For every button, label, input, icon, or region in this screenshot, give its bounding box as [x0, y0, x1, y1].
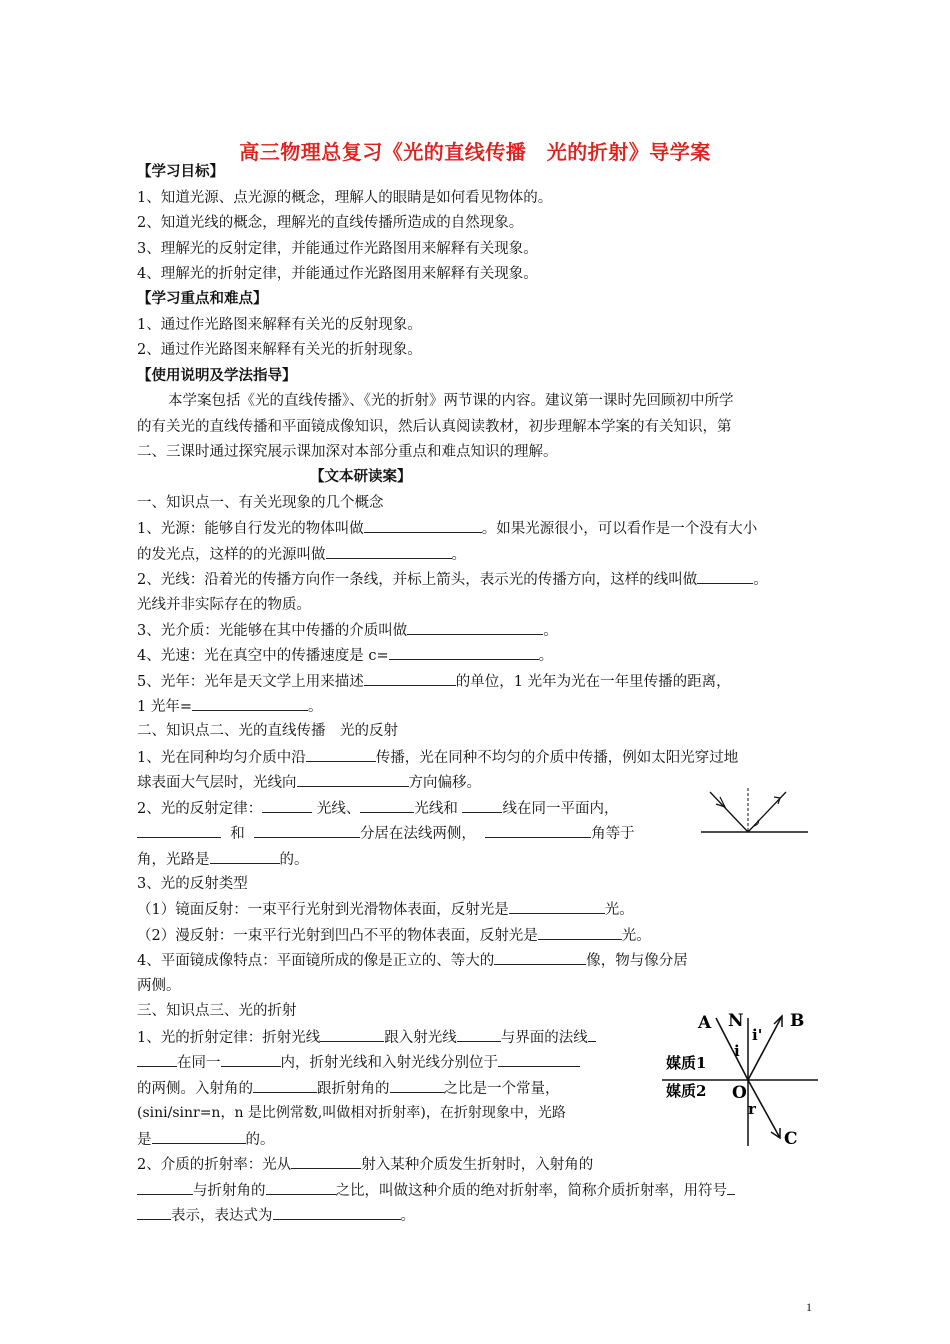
- kp2-item-2-cont: 和 分居在法线两侧， 角等于: [137, 824, 635, 843]
- kp3-item-1-cont4: 是 的。: [137, 1132, 275, 1148]
- kp3-heading: 三、知识点三、光的折射: [137, 1003, 297, 1019]
- kp1-item-4: 4、光速：光在真空中的传播速度是 c= 。: [137, 648, 554, 664]
- kp3-item-1: 1、光的折射定律：折射光线 跟入射光线 与界面的法线: [137, 1028, 596, 1047]
- blank: [364, 672, 456, 686]
- blank: [494, 951, 586, 965]
- blank: [137, 1181, 193, 1195]
- label-O: O: [732, 1083, 747, 1103]
- blank: [297, 773, 409, 787]
- heading-text-study: 【文本研读案】: [310, 468, 412, 485]
- blank: [390, 1079, 444, 1093]
- label-B: B: [790, 1011, 805, 1031]
- goal-3: 3、理解光的反射定律，并能通过作光路图用来解释有关现象。: [137, 241, 538, 257]
- blank: [360, 799, 414, 813]
- blank: [462, 799, 502, 813]
- blank: [498, 1053, 580, 1067]
- heading-learning-goals: 【学习目标】: [137, 163, 224, 180]
- kp1-heading: 一、知识点一、有关光现象的几个概念: [137, 495, 384, 511]
- blank: [538, 926, 622, 940]
- kp3-item-1-cont: 在同一 内，折射光线和入射光线分别位于: [137, 1053, 580, 1072]
- blank: [152, 1130, 246, 1144]
- kp3-item-2: 2、介质的折射率：光从 射入某种介质发生折射时，入射角的: [137, 1157, 594, 1173]
- blank: [389, 646, 539, 660]
- kp2-item-4: 4、平面镜成像特点：平面镜所成的像是正立的、等大的 像，物与像分居: [137, 953, 688, 969]
- kp2-item-3: 3、光的反射类型: [137, 876, 248, 892]
- heading-key-points: 【学习重点和难点】: [137, 290, 268, 307]
- label-N: N: [728, 1011, 744, 1031]
- blank: [254, 824, 360, 838]
- label-C: C: [784, 1129, 798, 1149]
- blank: [253, 1079, 317, 1093]
- kp2-item-4-cont: 两侧。: [137, 978, 181, 994]
- reflection-diagram: [698, 782, 812, 838]
- kp2-item-1-cont: 球表面大气层时，光线向 方向偏移。: [137, 775, 481, 791]
- kp1-item-1: 1、光源：能够自行发光的物体叫做 。如果光源很小，可以看作是一个没有大小: [137, 521, 758, 537]
- kp3-item-2-end: 表示，表达式为 。: [137, 1206, 415, 1225]
- blank: [485, 824, 591, 838]
- blank: [727, 1181, 735, 1195]
- kp1-item-3: 3、光介质：光能够在其中传播的介质叫做 。: [137, 623, 558, 639]
- label-i-prime: i': [752, 1026, 763, 1044]
- blank: [192, 697, 308, 711]
- blank: [320, 1028, 384, 1042]
- kp2-item-2-end: 角，光路是 的。: [137, 852, 309, 868]
- reflected-arrow: [774, 1016, 782, 1027]
- kp1-item-2-cont: 光线并非实际存在的物质。: [137, 597, 311, 613]
- blank: [364, 519, 482, 533]
- kp2-item-3-1: （1）镜面反射：一束平行光射到光滑物体表面，反射光是 光。: [137, 902, 634, 918]
- label-medium-1: 媒质1: [666, 1054, 707, 1072]
- kp1-item-5-cont: 1 光年= 。: [137, 699, 323, 715]
- incident-ray: [710, 792, 748, 832]
- blank: [273, 1206, 401, 1220]
- blank: [266, 1181, 336, 1195]
- blank: [221, 1053, 281, 1067]
- kp1-item-1-cont: 的发光点，这样的的光源叫做 。: [137, 547, 466, 563]
- page-number: 1: [806, 1300, 812, 1314]
- incident-arrow: [716, 797, 725, 807]
- blank: [262, 799, 312, 813]
- kp2-item-3-2: （2）漫反射：一束平行光射到凹凸不平的物体表面，反射光是 光。: [137, 928, 651, 944]
- heading-usage-guide: 【使用说明及学法指导】: [137, 367, 297, 384]
- label-A: A: [698, 1013, 712, 1033]
- blank: [137, 1206, 171, 1220]
- label-r: r: [748, 1100, 756, 1118]
- blank: [509, 900, 605, 914]
- kp3-item-2-cont: 与折射角的 之比，叫做这种介质的绝对折射率，简称介质折射率，用符号: [137, 1181, 735, 1200]
- goal-2: 2、知道光线的概念，理解光的直线传播所造成的自然现象。: [137, 215, 524, 231]
- blank: [306, 748, 376, 762]
- blank: [291, 1155, 361, 1169]
- page-title: 高三物理总复习《光的直线传播 光的折射》导学案: [239, 140, 711, 164]
- blank: [457, 1028, 501, 1042]
- blank: [326, 545, 452, 559]
- goal-4: 4、理解光的折射定律，并能通过作光路图用来解释有关现象。: [137, 266, 538, 282]
- refraction-diagram: [660, 1004, 820, 1152]
- kp3-item-1-cont2: 的两侧。入射角的 跟折射角的 之比是一个常量，: [137, 1081, 560, 1097]
- blank: [407, 621, 543, 635]
- guide-line-2: 的有关光的直线传播和平面镜成像知识，然后认真阅读教材，初步理解本学案的有关知识，第: [137, 419, 732, 435]
- label-medium-2: 媒质2: [666, 1082, 707, 1100]
- label-i: i: [734, 1042, 740, 1060]
- key-point-1: 1、通过作光路图来解释有关光的反射现象。: [137, 317, 422, 333]
- blank: [137, 1053, 177, 1067]
- kp1-item-5: 5、光年：光年是天文学上用来描述 的单位，1 光年为光在一年里传播的距离，: [137, 674, 731, 690]
- kp1-item-2: 2、光线：沿着光的传播方向作一条线，并标上箭头，表示光的传播方向，这样的线叫做 。: [137, 572, 768, 588]
- blank: [588, 1028, 596, 1042]
- goal-1: 1、知道光源、点光源的概念，理解人的眼睛是如何看见物体的。: [137, 190, 553, 206]
- kp3-item-1-cont3: (sini/sinr=n，n 是比例常数,叫做相对折射率)，在折射现象中，光路: [137, 1105, 566, 1121]
- guide-line-1: 本学案包括《光的直线传播》、《光的折射》两节课的内容。建议第一课时先回顾初中所学: [168, 393, 734, 409]
- blank: [210, 850, 280, 864]
- kp2-item-2: 2、光的反射定律： 光线、 光线和 线在同一平面内，: [137, 801, 619, 817]
- kp2-heading: 二、知识点二、光的直线传播 光的反射: [137, 723, 398, 739]
- guide-line-3: 二、三课时通过探究展示课加深对本部分重点和难点知识的理解。: [137, 444, 558, 460]
- blank: [697, 570, 753, 584]
- kp2-item-1: 1、光在同种均匀介质中沿 传播，光在同种不均匀的介质中传播，例如太阳光穿过地: [137, 750, 739, 766]
- blank: [137, 824, 221, 838]
- key-point-2: 2、通过作光路图来解释有关光的折射现象。: [137, 342, 422, 358]
